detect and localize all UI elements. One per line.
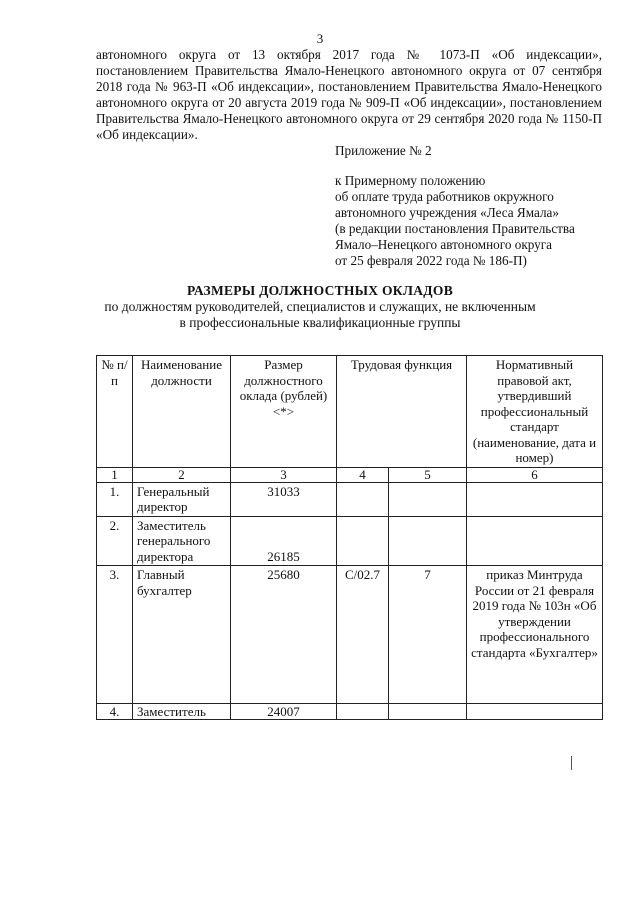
row-function-code: [337, 516, 389, 566]
row-salary: 24007: [231, 704, 337, 720]
row-function-code: [337, 482, 389, 516]
appendix-line: (в редакции постановления Правительства: [335, 221, 575, 236]
row-num: 1.: [97, 482, 133, 516]
header-function: Трудовая функция: [337, 356, 467, 468]
document-subtitle-line1: по должностям руководителей, специалистов и служащих, не включенным: [104, 299, 536, 314]
row-salary: 26185: [231, 516, 337, 566]
row-function-code: [337, 704, 389, 720]
row-position: Генеральный директор: [133, 482, 231, 516]
page-number: 3: [316, 31, 324, 46]
column-number: 2: [133, 467, 231, 482]
column-number: 6: [467, 467, 603, 482]
appendix-line: об оплате труда работников окружного: [335, 189, 554, 204]
column-number: 5: [389, 467, 467, 482]
table-row: [97, 482, 603, 516]
intro-text: автономного округа от 13 октября 2017 года № 1073-П «Об индексации», постановлением Правительства Ямало-Ненецкого автономного округа от 07 сентября 2018 года № 963-П «Об индексации», постановлением Правительства Ямало-Ненецкого автономного округа от 20 августа 2019 года № 909-П «Об индексации», постановлением Правительства Ямало-Ненецкого автономного округа от 29 сентября 2020 года № 1150-П «Об индексации».: [96, 47, 602, 142]
header-num: № п/п: [97, 356, 133, 468]
appendix-number: Приложение № 2: [335, 143, 432, 158]
appendix-block: [335, 143, 610, 269]
row-num: 2.: [97, 516, 133, 566]
row-standard-act: приказ Минтруда России от 21 февраля 2019 года № 103н «Об утверждении профессионального стандарта «Бухгалтер»: [467, 566, 603, 704]
salary-table: [96, 355, 603, 720]
row-salary: 25680: [231, 566, 337, 704]
row-standard-act: [467, 516, 603, 566]
table-row: [97, 566, 603, 704]
document-subtitle-line2: в профессиональные квалификационные группы: [179, 315, 461, 330]
row-salary: 31033: [231, 482, 337, 516]
row-function-level: 7: [389, 566, 467, 704]
header-standard: Нормативный правовой акт, утвердивший профессиональный стандарт (наименование, дата и номер): [467, 356, 603, 468]
row-position: Главный бухгалтер: [133, 566, 231, 704]
row-function-code: С/02.7: [337, 566, 389, 704]
row-position: Заместитель: [133, 704, 231, 720]
appendix-line: от 25 февраля 2022 года № 186-П): [335, 253, 527, 268]
row-function-level: [389, 482, 467, 516]
column-number-row: [97, 467, 603, 482]
header-name: Наименование должности: [133, 356, 231, 468]
row-num: 4.: [97, 704, 133, 720]
row-position: Заместитель генерального директора: [133, 516, 231, 566]
appendix-line: к Примерному положению: [335, 173, 486, 188]
column-number: 4: [337, 467, 389, 482]
scan-mark: [571, 756, 572, 770]
row-function-level: [389, 516, 467, 566]
document-title: РАЗМЕРЫ ДОЛЖНОСТНЫХ ОКЛАДОВ: [187, 283, 453, 298]
row-num: 3.: [97, 566, 133, 704]
row-standard-act: [467, 704, 603, 720]
intro-paragraph: [96, 47, 602, 143]
column-number: 1: [97, 467, 133, 482]
table-row: [97, 704, 603, 720]
table-row: [97, 516, 603, 566]
column-number: 3: [231, 467, 337, 482]
header-salary: Размер должностного оклада (рублей) <*>: [231, 356, 337, 468]
row-function-level: [389, 704, 467, 720]
table-header-row: [97, 356, 603, 468]
row-standard-act: [467, 482, 603, 516]
appendix-line: автономного учреждения «Леса Ямала»: [335, 205, 559, 220]
appendix-line: Ямало–Ненецкого автономного округа: [335, 237, 553, 252]
